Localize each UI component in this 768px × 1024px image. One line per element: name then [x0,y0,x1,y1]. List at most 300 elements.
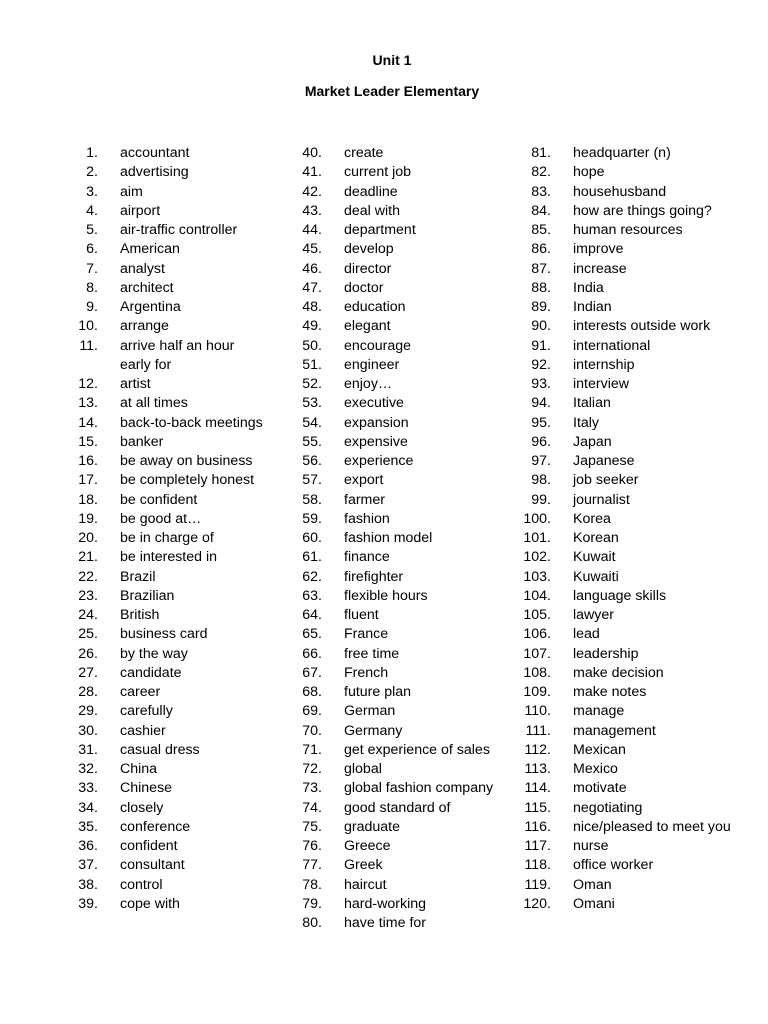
item-number: 88. [531,279,551,296]
vocabulary-item [509,760,739,779]
item-word: be completely honest [120,472,255,489]
vocabulary-item [56,491,266,510]
item-word: director [344,260,392,277]
item-number: 18. [78,491,98,508]
item-word: back-to-back meetings [120,414,263,431]
item-word: casual dress [120,741,200,758]
item-word: Oman [573,876,612,893]
vocabulary-item [280,606,495,625]
item-number: 66. [302,645,322,662]
vocabulary-item [509,837,739,856]
item-word: negotiating [573,799,643,816]
item-number: 86. [531,241,551,258]
vocabulary-item [509,606,739,625]
item-word: consultant [120,857,185,874]
item-word: engineer [344,356,400,373]
vocabulary-item [56,163,266,182]
item-number: 59. [302,510,322,527]
item-number: 41. [302,164,322,181]
item-word: arrange [120,318,169,335]
item-number: 90. [531,318,551,335]
vocabulary-item [56,394,266,413]
vocabulary-item [280,837,495,856]
item-number: 92. [531,356,551,373]
vocabulary-item [280,144,495,163]
item-word: experience [344,453,414,469]
vocabulary-item [509,433,739,452]
vocabulary-item [280,279,495,298]
item-word: enjoy… [344,376,393,392]
vocabulary-item [280,876,495,895]
item-number: 62. [302,568,322,585]
item-word: elegant [344,318,391,335]
item-number: 52. [302,376,322,392]
item-word: business card [120,626,208,643]
vocabulary-item [56,818,266,837]
item-number: 4. [86,202,98,219]
item-number: 97. [531,453,551,469]
vocabulary-item [56,337,266,376]
document-subtitle: Market Leader Elementary [304,83,480,99]
vocabulary-item [280,741,495,760]
vocabulary-item [56,375,266,394]
item-word: get experience of sales [344,741,490,758]
item-word: be in charge of [120,530,214,546]
item-word: fashion model [344,530,433,546]
item-word: airport [120,202,161,219]
item-word: cope with [120,895,180,912]
item-word: fluent [344,607,379,623]
item-number: 17. [78,472,98,489]
vocabulary-item [509,587,739,606]
item-word: candidate [120,664,182,681]
item-word: language skills [573,587,667,604]
item-word: good standard of [344,799,451,816]
item-word: be good at… [120,510,202,527]
item-word: China [120,761,158,777]
vocabulary-item [280,568,495,587]
vocabulary-item [280,221,495,240]
vocabulary-item [56,317,266,336]
item-number: 12. [78,376,98,392]
vocabulary-item [509,452,739,471]
vocabulary-item [56,587,266,606]
item-number: 102. [523,549,551,566]
vocabulary-column-3 [509,144,739,914]
item-word: graduate [344,818,401,835]
item-number: 7. [86,260,98,277]
item-number: 76. [302,838,322,854]
item-word: India [573,279,604,296]
vocabulary-item [509,702,739,721]
item-number: 47. [302,279,322,296]
item-word: deal with [344,202,400,219]
item-word: expansion [344,414,409,431]
item-word: conference [120,818,191,835]
item-number: 22. [78,568,98,585]
item-number: 95. [531,414,551,431]
vocabulary-item [509,471,739,490]
item-word: carefully [120,703,173,720]
item-number: 103. [523,568,551,585]
item-number: 83. [531,183,551,200]
vocabulary-item [56,625,266,644]
item-word: closely [120,799,164,816]
vocabulary-item [280,548,495,567]
item-number: 28. [78,684,98,700]
item-word: export [344,472,384,489]
vocabulary-item [280,202,495,221]
item-number: 84. [531,202,551,219]
vocabulary-item [56,548,266,567]
vocabulary-item [280,163,495,182]
item-word: hard-working [344,895,427,912]
item-word: Greek [344,857,383,874]
item-number: 45. [302,241,322,258]
vocabulary-item [56,260,266,279]
item-word: be interested in [120,549,218,566]
vocabulary-item [509,568,739,587]
item-word: career [120,684,161,700]
item-number: 118. [524,857,551,874]
item-number: 110. [524,703,551,720]
vocabulary-item [509,279,739,298]
item-word: Italy [573,414,600,431]
vocabulary-item [280,260,495,279]
vocabulary-item [56,221,266,240]
item-word: control [120,876,163,893]
item-number: 87. [531,260,551,277]
vocabulary-item [56,683,266,702]
vocabulary-item [509,144,739,163]
item-number: 26. [78,645,98,662]
item-number: 58. [302,491,322,508]
item-word: Kuwaiti [573,568,619,585]
item-word: Mexico [573,761,618,777]
vocabulary-item [280,895,495,914]
item-word: American [120,241,180,258]
vocabulary-item [56,837,266,856]
vocabulary-item [280,183,495,202]
item-number: 3. [86,183,98,200]
item-number: 13. [78,395,98,412]
item-word: Brazilian [120,587,175,604]
item-word: deadline [344,183,398,200]
vocabulary-item [56,452,266,471]
vocabulary-item [280,317,495,336]
vocabulary-item [280,760,495,779]
item-word: make notes [573,684,647,700]
item-word: interview [573,376,629,392]
vocabulary-item [56,741,266,760]
vocabulary-item [509,317,739,336]
item-number: 107. [523,645,551,662]
item-word: cashier [120,722,166,739]
item-number: 69. [302,703,322,720]
item-word: banker [120,433,164,450]
vocabulary-column-2 [280,144,495,933]
vocabulary-item [280,529,495,548]
vocabulary-item [280,799,495,818]
item-number: 46. [302,260,322,277]
vocabulary-item [509,683,739,702]
item-word: arrive half an hour early for [120,337,235,373]
vocabulary-item [56,414,266,433]
item-word: househusband [573,183,667,200]
item-number: 96. [531,433,551,450]
item-number: 98. [531,472,551,489]
item-number: 57. [302,472,322,489]
vocabulary-item [56,471,266,490]
item-number: 112. [524,741,551,758]
item-word: nurse [573,838,609,854]
vocabulary-item [56,279,266,298]
item-word: interests outside work [573,318,711,335]
item-number: 111. [525,722,551,739]
item-word: department [344,222,416,238]
vocabulary-item [509,298,739,317]
item-number: 39. [78,895,98,912]
vocabulary-item [509,356,739,375]
item-number: 6. [86,241,98,258]
item-number: 117. [524,838,551,854]
item-number: 34. [78,799,98,816]
vocabulary-item [509,394,739,413]
item-word: air-traffic controller [120,222,238,238]
item-word: encourage [344,337,412,354]
vocabulary-item [56,510,266,529]
item-word: Omani [573,895,615,912]
item-number: 2. [86,164,98,181]
item-word: increase [573,260,627,277]
item-number: 32. [78,761,98,777]
item-number: 60. [302,530,322,546]
item-word: lawyer [573,607,614,623]
vocabulary-item [280,702,495,721]
item-number: 61. [302,549,322,566]
item-number: 24. [78,607,98,623]
item-word: global [344,761,382,777]
item-number: 77. [302,857,322,874]
item-word: Kuwait [573,549,616,566]
item-word: Mexican [573,741,626,758]
item-word: internship [573,356,635,373]
vocabulary-item [56,645,266,664]
item-word: human resources [573,222,683,238]
vocabulary-item [280,683,495,702]
vocabulary-item [280,491,495,510]
vocabulary-item [509,529,739,548]
item-word: education [344,299,406,315]
item-number: 23. [78,587,98,604]
vocabulary-item [56,240,266,259]
item-word: headquarter (n) [573,145,671,161]
item-word: at all times [120,395,188,412]
item-number: 74. [302,799,322,816]
vocabulary-item [509,625,739,644]
item-number: 99. [531,491,551,508]
item-number: 89. [531,299,551,315]
item-number: 19. [78,510,98,527]
vocabulary-item [280,414,495,433]
item-number: 9. [86,299,98,315]
vocabulary-item [56,664,266,683]
vocabulary-item [509,818,739,837]
item-number: 51. [302,356,322,373]
item-word: expensive [344,433,408,450]
vocabulary-item [280,452,495,471]
item-word: improve [573,241,624,258]
item-word: France [344,626,389,643]
item-number: 101. [523,530,551,546]
vocabulary-item [509,491,739,510]
item-word: doctor [344,279,384,296]
item-word: Chinese [120,780,173,797]
vocabulary-item [280,510,495,529]
item-number: 48. [302,299,322,315]
vocabulary-item [280,664,495,683]
item-word: finance [344,549,390,566]
item-number: 75. [302,818,322,835]
item-word: confident [120,838,178,854]
vocabulary-item [509,221,739,240]
vocabulary-item [509,664,739,683]
item-number: 64. [302,607,322,623]
vocabulary-item [280,433,495,452]
item-number: 80. [302,915,322,931]
item-number: 100. [523,510,551,527]
item-word: develop [344,241,394,258]
item-number: 54. [302,414,322,431]
item-word: Indian [573,299,612,315]
item-number: 27. [78,664,98,681]
item-number: 33. [78,780,98,797]
vocabulary-item [280,914,495,933]
item-number: 91. [531,337,551,354]
item-number: 108. [523,664,551,681]
item-word: farmer [344,491,385,508]
item-number: 72. [302,761,322,777]
item-number: 79. [302,895,322,912]
vocabulary-item [509,260,739,279]
item-word: be away on business [120,453,253,469]
vocabulary-item [280,856,495,875]
item-number: 14. [78,414,98,431]
vocabulary-item [509,741,739,760]
item-word: French [344,664,389,681]
vocabulary-item [509,375,739,394]
item-word: how are things going? [573,202,712,219]
item-number: 78. [302,876,322,893]
item-number: 42. [302,183,322,200]
vocabulary-item [56,568,266,587]
item-number: 31. [78,741,98,758]
item-word: by the way [120,645,188,662]
item-number: 71. [302,741,322,758]
vocabulary-item [280,645,495,664]
item-word: motivate [573,780,627,797]
item-word: job seeker [573,472,639,489]
item-number: 93. [531,376,551,392]
item-number: 68. [302,684,322,700]
vocabulary-item [509,414,739,433]
vocabulary-item [280,818,495,837]
item-word: be confident [120,491,198,508]
item-word: Japanese [573,453,635,469]
vocabulary-item [280,240,495,259]
item-number: 85. [531,222,551,238]
item-number: 10. [78,318,98,335]
item-word: make decision [573,664,664,681]
item-word: Korea [573,510,611,527]
item-word: Germany [344,722,403,739]
item-word: current job [344,164,412,181]
item-number: 115. [524,799,551,816]
item-number: 104. [523,587,551,604]
item-number: 56. [302,453,322,469]
item-word: manage [573,703,625,720]
item-word: artist [120,376,151,392]
vocabulary-item [509,779,739,798]
item-word: nice/pleased to meet you [573,818,731,835]
item-word: free time [344,645,400,662]
item-number: 16. [78,453,98,469]
vocabulary-item [56,529,266,548]
item-number: 8. [86,279,98,296]
vocabulary-item [509,337,739,356]
item-number: 120. [523,895,551,912]
item-word: Argentina [120,299,181,315]
item-word: architect [120,279,174,296]
item-word: Korean [573,530,619,546]
vocabulary-item [56,722,266,741]
vocabulary-item [509,202,739,221]
vocabulary-item [509,645,739,664]
vocabulary-item [509,895,739,914]
item-number: 25. [78,626,98,643]
item-number: 70. [302,722,322,739]
item-number: 113. [524,761,551,777]
item-word: aim [120,183,143,200]
item-number: 15. [78,433,98,450]
item-number: 21. [78,549,98,566]
item-word: journalist [573,491,630,508]
vocabulary-item [280,625,495,644]
vocabulary-item [509,510,739,529]
vocabulary-item [56,876,266,895]
item-word: Italian [573,395,611,412]
item-number: 119. [524,876,551,893]
item-number: 82. [531,164,551,181]
item-word: global fashion company [344,780,494,797]
vocabulary-item [280,375,495,394]
item-word: advertising [120,164,189,181]
item-number: 63. [302,587,322,604]
item-word: executive [344,395,404,412]
item-word: leadership [573,645,639,662]
item-number: 55. [302,433,322,450]
vocabulary-item [56,702,266,721]
item-number: 50. [302,337,322,354]
item-number: 38. [78,876,98,893]
item-number: 30. [78,722,98,739]
document-title: Unit 1 [372,52,412,68]
item-word: British [120,607,160,623]
vocabulary-item [280,298,495,317]
vocabulary-item [509,183,739,202]
item-number: 53. [302,395,322,412]
item-word: office worker [573,857,654,874]
